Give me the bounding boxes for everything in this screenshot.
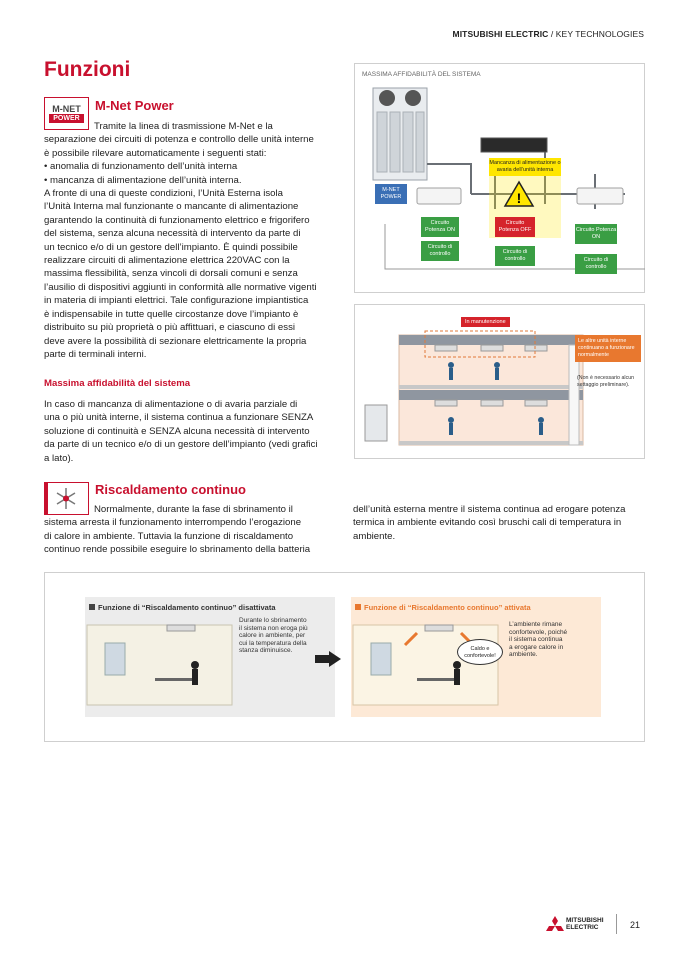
mnet-line: • mancanza di alimentazione dell’unità interna. xyxy=(44,174,242,186)
reliability-diagram xyxy=(354,63,645,293)
mnet-line: è indispensabile in tutte quelle circostanze dove l’impianto è xyxy=(44,308,299,320)
off-text-line: cui la temperatura della xyxy=(239,639,307,647)
person-off xyxy=(191,661,199,669)
mnet-line: distribuito su più proprietà o più affittuari, e ciascuno di essi xyxy=(44,322,295,334)
window-off xyxy=(105,643,125,675)
heating-line: dell’unità esterna mentre il sistema continua ad erogare potenza xyxy=(353,504,626,515)
heating-line: di calore in ambiente. Tuttavia la funzione di riscaldamento xyxy=(44,530,294,542)
heating-heading: Riscaldamento continuo xyxy=(95,482,246,497)
heating-body-right xyxy=(353,503,648,543)
other-units-note: Le altre unità interne continuano a funzionare normalmente xyxy=(575,335,641,362)
mnet-body xyxy=(44,120,344,361)
page-number: 21 xyxy=(630,920,641,930)
header-section: / KEY TECHNOLOGIES xyxy=(548,29,644,39)
desk-on xyxy=(417,678,457,681)
outdoor-unit-fan xyxy=(379,90,395,106)
mnet-line: del sistema, senza alcuna necessità di intervento da parte di xyxy=(44,228,301,240)
indoor-unit-ceiling xyxy=(481,138,547,152)
reliability-line: da parte di un tecnico e/o di un gestore dell’impianto (vedi grafici xyxy=(44,439,318,451)
mnet-line: parte di terminali interni. xyxy=(44,348,147,360)
floor-upper xyxy=(399,385,583,389)
badge-line2: POWER xyxy=(49,114,83,123)
heating-line: ambiente. xyxy=(353,530,396,542)
person-off-body xyxy=(192,669,198,685)
page-header xyxy=(453,29,644,39)
ceiling-lower xyxy=(399,390,583,400)
on-square-icon xyxy=(355,604,361,610)
warning-icon-mark: ! xyxy=(516,190,522,206)
mnet-line: l’Unità Interna mal funzionante o mancante di alimentazione xyxy=(44,201,299,213)
off-square-icon xyxy=(89,604,95,610)
mnet-line: l’ausilio di dispositivi aggiunti in conformità alle normative vigenti xyxy=(44,281,317,293)
failure-alert: Mancanza di alimentazione o avaria dell’unità interna xyxy=(489,158,561,176)
left-power-on: Circuito Potenza ON xyxy=(421,217,459,237)
right-power-on: Circuito Potenza ON xyxy=(575,224,617,244)
mnet-line: Tramite la linea di trasmissione M-Net e la xyxy=(94,121,273,132)
comfort-bubble xyxy=(457,639,503,665)
mnet-line: è possibile rilevare automaticamente i seguenti stati: xyxy=(44,147,267,159)
on-title xyxy=(355,603,531,612)
reliability-line: soluzione di continuità e SENZA alcuna necessità di intervento xyxy=(44,425,310,437)
cassette-off xyxy=(167,625,195,631)
reliability-line: a lato). xyxy=(44,452,74,464)
reliability-body xyxy=(44,398,344,465)
reliability-line: una o più unità interne, il sistema continua a funzionare SENZA xyxy=(44,412,314,424)
ceiling-upper xyxy=(399,335,583,345)
heating-line: continuo rende possibile eseguire lo sbrinamento della batteria xyxy=(44,544,311,556)
off-text-line: Durante lo sbrinamento xyxy=(239,617,307,624)
continuous-heating-diagram xyxy=(44,572,645,742)
on-title-text: Funzione di “Riscaldamento continuo” attivata xyxy=(364,603,531,612)
left-control: Circuito di controllo xyxy=(421,241,459,261)
reliability-line: In caso di mancanza di alimentazione o di avaria parziale di xyxy=(44,399,298,410)
no-setup-note: (Non è necessario alcun settaggio preliminare). xyxy=(577,375,635,388)
bubble-line: Caldo e xyxy=(470,646,490,652)
on-description xyxy=(509,621,567,659)
on-text-line: il sistema continua xyxy=(509,636,563,644)
off-text-line: stanza diminuisce. xyxy=(239,647,293,655)
mnet-heading: M-Net Power xyxy=(95,98,174,113)
heating-line: termica in ambiente evitando così bruschi cali di temperatura in xyxy=(353,517,622,529)
mnet-line: un tecnico e/o di un gestore dell’impianto. È quindi possibile xyxy=(44,241,298,253)
arrow-icon-shaft xyxy=(315,655,329,663)
badge-line1: M-NET xyxy=(52,104,81,114)
cassette-on xyxy=(425,625,453,631)
window-on xyxy=(371,643,391,675)
off-text-line: calore in ambiente, per xyxy=(239,632,306,640)
outdoor-unit-grille xyxy=(377,112,424,172)
mnet-line: separazione dei circuiti di potenza e controllo delle unità interne xyxy=(44,134,314,146)
outdoor-unit-fan xyxy=(405,90,421,106)
mnet-line: massima flessibilità, senza vincoli di dorsali comuni e senza xyxy=(44,268,298,280)
mnet-line: deve avere la possibilità di sezionare elettricamente la propria xyxy=(44,335,307,347)
page-title: Funzioni xyxy=(44,58,131,81)
off-title-text: Funzione di “Riscaldamento continuo” disattivata xyxy=(98,603,276,612)
off-text-line: il sistema non eroga più xyxy=(239,624,308,632)
heating-line: sistema arresta il funzionamento interrompendo l’erogazione xyxy=(44,517,302,529)
logo-line1: MITSUBISHI xyxy=(566,917,604,924)
mnet-line: in materia di impianti elettrici. Tale configurazione impiantistica xyxy=(44,295,309,307)
mnet-power-tag: M-NET POWER xyxy=(375,184,407,204)
maintenance-tag: In manutenzione xyxy=(461,317,510,327)
footer-logo-text xyxy=(566,917,604,931)
person-on-body xyxy=(454,669,460,685)
person-on xyxy=(453,661,461,669)
logo-line2: ELECTRIC xyxy=(566,924,599,931)
footer xyxy=(545,914,645,936)
on-text-line: confortevole, poiché xyxy=(509,628,568,636)
header-brand: MITSUBISHI ELECTRIC xyxy=(452,29,549,39)
heating-line: Normalmente, durante la fase di sbrinamento il xyxy=(94,504,293,515)
off-description xyxy=(239,617,308,655)
maintenance-diagram xyxy=(354,304,645,459)
arrow-icon xyxy=(329,651,341,667)
mnet-line: A fronte di una di queste condizioni, l’Unità Esterna isola xyxy=(44,188,283,200)
middle-power-off: Circuito Potenza OFF xyxy=(495,217,535,237)
on-text-line: L’ambiente rimane xyxy=(509,621,563,628)
desk-off xyxy=(155,678,195,681)
mnet-line: realizzare circuiti di alimentazione elettrica 220VAC con la xyxy=(44,255,290,267)
mnet-line: garantendo la continuità di funzionamento elettrico e frigorifero xyxy=(44,214,310,226)
footer-divider xyxy=(616,914,617,934)
outdoor-unit xyxy=(365,405,387,441)
mitsubishi-logo-icon xyxy=(545,916,565,934)
on-text-line: a erogare calore in xyxy=(509,643,564,651)
mnet-line: • anomalia di funzionamento dell’unità interna xyxy=(44,161,238,173)
heating-body-left xyxy=(44,503,344,557)
off-title xyxy=(89,603,276,612)
floor-lower xyxy=(399,441,583,445)
reliability-heading: Massima affidabilità del sistema xyxy=(44,378,191,389)
indoor-unit-right xyxy=(577,188,623,204)
diagram-caption: MASSIMA AFFIDABILITÀ DEL SISTEMA xyxy=(362,71,481,78)
middle-control: Circuito di controllo xyxy=(495,246,535,266)
on-text-line: ambiente. xyxy=(509,651,538,659)
bubble-line: confortevole! xyxy=(464,652,496,659)
right-control: Circuito di controllo xyxy=(575,254,617,274)
indoor-unit-left xyxy=(417,188,461,204)
